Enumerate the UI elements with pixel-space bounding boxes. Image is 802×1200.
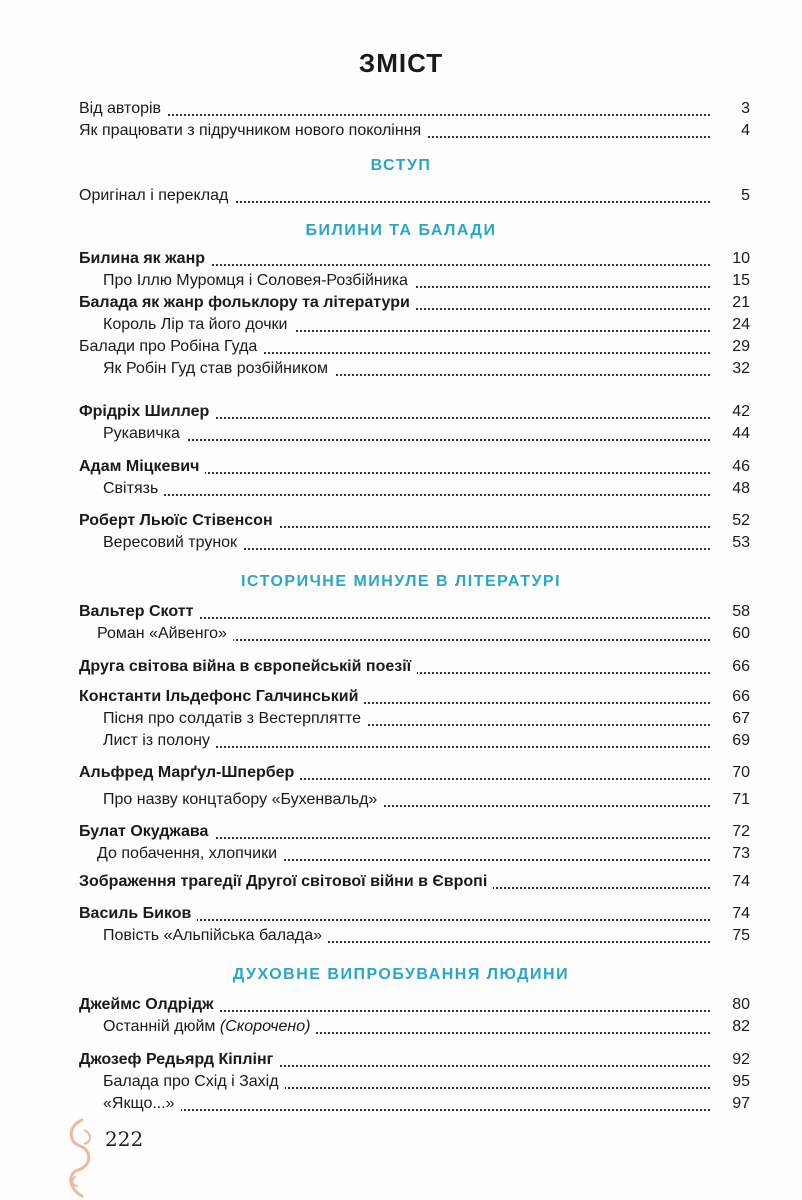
- toc-entry-page: 15: [710, 270, 750, 292]
- toc-entry[interactable]: [0, 358, 802, 380]
- toc-entry-title: Пісня про солдатів з Вестерплятте: [103, 708, 367, 730]
- toc-entry[interactable]: [0, 1016, 802, 1038]
- toc-entry-page: 53: [710, 532, 750, 554]
- toc-entry[interactable]: [0, 120, 802, 142]
- toc-entry-page: 72: [710, 821, 750, 843]
- toc-entry-page: 32: [710, 358, 750, 380]
- toc-entry[interactable]: [0, 623, 802, 645]
- toc-entry-page: 97: [710, 1093, 750, 1115]
- toc-entry-title: Роберт Льюїс Стівенсон: [79, 510, 279, 532]
- toc-entry-title: Лист із полону: [103, 730, 216, 752]
- page-number: 222: [105, 1127, 144, 1151]
- toc-entry[interactable]: [0, 656, 802, 678]
- toc-entry-title: Булат Окуджава: [79, 821, 214, 843]
- toc-entry-title: Про назву концтабору «Бухенвальд»: [103, 789, 383, 811]
- toc-entry-title: Балада як жанр фольклору та літератури: [79, 292, 416, 314]
- toc-entry[interactable]: [0, 423, 802, 445]
- toc-entry-page: 29: [710, 336, 750, 358]
- toc-entry[interactable]: [0, 925, 802, 947]
- toc-entry-page: 42: [710, 401, 750, 423]
- toc-entry-title: Балада про Схід і Захід: [103, 1071, 285, 1093]
- toc-entry-title: [103, 1016, 316, 1038]
- toc-entry-page: 75: [710, 925, 750, 947]
- toc-entry[interactable]: [0, 478, 802, 500]
- toc-entry-title: Адам Міцкевич: [79, 456, 205, 478]
- toc-entry-title: Василь Биков: [79, 903, 197, 925]
- toc-entry-title-note: (Скорочено): [219, 1018, 311, 1035]
- toc-entry-title: Альфред Марґул-Шпербер: [79, 762, 300, 784]
- toc-entry-title: Константи Ільдефонс Галчинський: [79, 686, 364, 708]
- toc-entry-page: 95: [710, 1071, 750, 1093]
- toc-entry-title: До побачення, хлопчики: [97, 843, 283, 865]
- toc-entry-page: 4: [710, 120, 750, 142]
- toc-entry-page: 66: [710, 686, 750, 708]
- toc-entry-page: 24: [710, 314, 750, 336]
- toc-entry-title: «Якщо...»: [103, 1093, 181, 1115]
- toc-entry-title: Фрідріх Шиллер: [79, 401, 215, 423]
- toc-entry[interactable]: [0, 762, 802, 784]
- toc-entry-page: 80: [710, 994, 750, 1016]
- toc-entry-page: 46: [710, 456, 750, 478]
- toc-entry-page: 44: [710, 423, 750, 445]
- toc-entry-title: Від авторів: [79, 98, 167, 120]
- toc-entry[interactable]: [0, 843, 802, 865]
- toc-entry-title: Билина як жанр: [79, 248, 211, 270]
- toc-entry-page: 10: [710, 248, 750, 270]
- toc-entry-title: Як працювати з підручником нового покоління: [79, 120, 427, 142]
- toc-entry-title: Як Робін Гуд став розбійником: [103, 358, 334, 380]
- toc-entry-title: Оригінал і переклад: [79, 185, 234, 207]
- toc-entry-title: Джеймс Олдрідж: [79, 994, 220, 1016]
- toc-entry-title: Друга світова війна в європейській поезії: [79, 656, 417, 678]
- toc-entry-page: 92: [710, 1049, 750, 1071]
- toc-entry-page: 66: [710, 656, 750, 678]
- toc-entry-title-main: Останній дюйм: [103, 1018, 220, 1035]
- toc-entry-title: Світязь: [103, 478, 164, 500]
- toc-entry[interactable]: [0, 532, 802, 554]
- section-heading-spirit: ДУХОВНЕ ВИПРОБУВАННЯ ЛЮДИНИ: [232, 966, 570, 983]
- toc-entry-page: 67: [710, 708, 750, 730]
- toc-entry-page: 71: [710, 789, 750, 811]
- toc-entry-title: Вересовий трунок: [103, 532, 243, 554]
- toc-entry-page: 52: [710, 510, 750, 532]
- toc-entry-title: Зображення трагедії Другої світової війни в Європі: [79, 871, 493, 893]
- toc-entry-page: 3: [710, 98, 750, 120]
- toc-entry[interactable]: [0, 730, 802, 752]
- toc-entry-page: 74: [710, 871, 750, 893]
- toc-entry-page: 82: [710, 1016, 750, 1038]
- toc-entry[interactable]: [0, 871, 802, 893]
- toc-entry-title: Повість «Альпійська балада»: [103, 925, 328, 947]
- toc-entry-title: Джозеф Редьярд Кіплінг: [79, 1049, 279, 1071]
- toc-entry-page: 21: [710, 292, 750, 314]
- swirl-ornament-icon: [62, 1116, 102, 1200]
- toc-entry[interactable]: [0, 1093, 802, 1115]
- toc-entry-title: Про Іллю Муромця і Соловея-Розбійника: [103, 270, 414, 292]
- toc-entry[interactable]: [0, 789, 802, 811]
- toc-entry-title: Рукавичка: [103, 423, 186, 445]
- toc-entry-title: Вальтер Скотт: [79, 601, 199, 623]
- toc-entry-page: 5: [710, 185, 750, 207]
- toc-entry-page: 58: [710, 601, 750, 623]
- toc-entry-title: Роман «Айвенго»: [97, 623, 233, 645]
- section-heading-bylyny: БИЛИНИ ТА БАЛАДИ: [305, 222, 497, 239]
- section-heading-history: ІСТОРИЧНЕ МИНУЛЕ В ЛІТЕРАТУРІ: [240, 573, 562, 590]
- page-title: ЗМІСТ: [358, 48, 444, 78]
- section-heading-intro: ВСТУП: [370, 157, 432, 174]
- toc-entry-page: 48: [710, 478, 750, 500]
- toc-entry-page: 60: [710, 623, 750, 645]
- toc-entry-title: Король Лір та його дочки: [103, 314, 294, 336]
- toc-entry-page: 74: [710, 903, 750, 925]
- toc-entry-title: Балади про Робіна Гуда: [79, 336, 263, 358]
- toc-entry[interactable]: [0, 185, 802, 207]
- toc-entry-page: 69: [710, 730, 750, 752]
- toc-entry-page: 73: [710, 843, 750, 865]
- toc-entry-page: 70: [710, 762, 750, 784]
